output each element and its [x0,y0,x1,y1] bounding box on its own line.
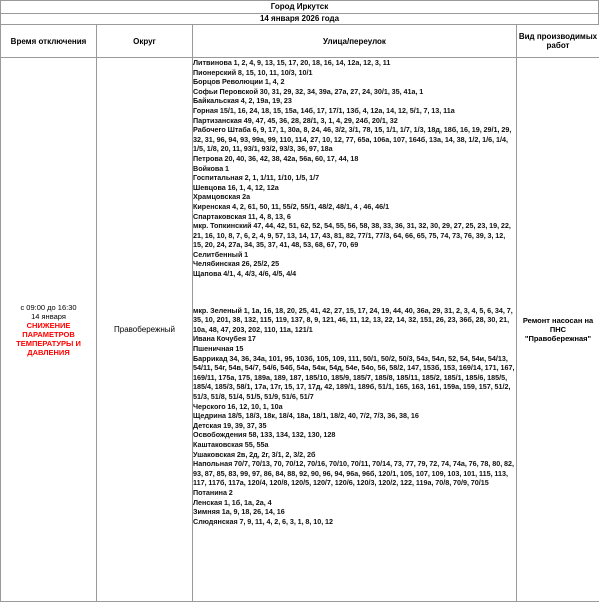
street-entry: Байкальская 4, 2, 19а, 19, 23 [193,96,292,106]
street-entry: мкр. Топкинский 47, 44, 42, 51, 62, 52, 54, 55, 56, 58, 38, 33, 36, 31, 32, 30, 29, 27, 25, 23, 19, 22, 21, 16, 10, 8, 7, 6, 2, 4, 9, 57, 13, 14, 17, 43, 81, 82, 77/1, 77/3, 64, 66, 65, 75, 74, 73, 76, 39, 3, 12, 15, 20, 24, 27а, 34, 35, 37, 41, 48, 53, 68, 67, 70, 69 [193,221,511,250]
streets-cell [193,58,517,602]
street-entry: Черского 16, 12, 10, 1, 10а [193,401,283,411]
street-entry: Баррикад 34, 36, 34а, 101, 95, 103б, 105, 109, 111, 50/1, 50/2, 50/3, 54з, 54л, 52, 54, 54и, 54/13, 54/11, 54г, 54в, 54/7, 54/6, 54б, 54а, 54ж, 54д, 54е, 54о, 56, 58/2, 147, 153б, 153, 169/14, 171, 167, 169/11, 175а, 175, 189а, 189, 187, 185/10, 185/9, 185/7, 185/8, 185/11, 185/2, 185/1, 185/6, 185/5, 185/4, 185/3, 58/1, 17а, 17г, 15, 17, 17д, 42, 189/1, 189б, 51/1, 165, 163, 161, 159а, 159, 157, 51/2, 51/3, 51/8, 51/4, 51/5, 51/9, 51/6, 51/7 [193,353,515,401]
street-entry: Каштаковская 55, 55а [193,439,269,449]
street-entry: Ленская 1, 1б, 1а, 2а, 4 [193,497,272,507]
table-row [1,58,599,602]
street-entry: Щапова 4/1, 4, 4/3, 4/6, 4/5, 4/4 [193,269,297,279]
street-group-1 [193,58,516,279]
street-entry: Горная 15/1, 16, 24, 18, 15, 15а, 14б, 17, 17/1, 13б, 4, 12а, 14, 12, 5/1, 7, 13, 11а [193,105,455,115]
column-header-street: Улица/переулок [193,25,517,58]
outage-time-cell [1,58,97,602]
outage-table [0,24,599,602]
street-entry: Освобождения 58, 133, 134, 132, 130, 128 [193,430,336,440]
street-entry: Детская 19, 39, 37, 35 [193,420,267,430]
time-date: 14 января [31,311,66,321]
street-group-2 [193,306,516,527]
street-entry: Литвинова 1, 2, 4, 9, 13, 15, 17, 20, 18, 16, 14, 12а, 12, 3, 11 [193,58,391,67]
street-entry: Шевцова 16, 1, 4, 12, 12а [193,182,279,192]
street-entry: Селитбенный 1 [193,249,249,259]
street-entry: Борцов Революции 1, 4, 2 [193,77,285,87]
street-entry: Зимняя 1а, 9, 18, 26, 14, 16 [193,507,285,517]
time-range: с 09:00 до 16:30 [20,302,77,312]
street-entry: Челябинская 26, 25/2, 25 [193,259,280,269]
work-type-cell: Ремонт насосан на ПНС "Правобережная" [517,58,599,602]
street-entry: Войкова 1 [193,163,230,173]
street-entry: мкр. Зеленый 1, 1а, 16, 18, 20, 25, 41, 42, 27, 15, 17, 24, 19, 44, 40, 36а, 29, 31, 2, 3, 4, 5, 6, 34, 7, 35, 10, 201, 38, 132, 115, 119, 137, 8, 9, 121, 46, 11, 12, 13, 22, 14, 32, 151, 26, 23, 36б, 28, 30, 21, 10а, 48, 47, 203, 202, 110, 11а, 121/1 [193,305,513,334]
street-entry: Слюдянская 7, 9, 11, 4, 2, 6, 3, 1, 8, 10, 12 [193,516,333,526]
street-entry: Петрова 20, 40, 36, 42, 38, 42а, 56а, 60, 17, 44, 18 [193,153,359,163]
street-entry: Киренская 4, 2, 61, 50, 11, 55/2, 55/1, 48/2, 48/1, 4 , 46, 46/1 [193,201,390,211]
street-entry: Щедрина 18/5, 18/3, 18к, 18/4, 18а, 18/1, 18/2, 40, 7/2, 7/3, 36, 38, 16 [193,411,419,421]
street-group-gap [193,279,516,306]
street-entry: Напольная 70/7, 70/13, 70, 70/12, 70/16, 70/10, 70/11, 70/14, 73, 77, 79, 72, 74, 74а, 76, 78, 80, 82, 93, 87, 85, 83, 99, 97, 86, 84, 88, 92, 90, 96, 94, 96а, 96б, 120/1, 105, 107, 109, 103, 101, 115, 113, 117, 117б, 117а, 120/4, 120/8, 120/5, 120/7, 120/6, 120/3, 120/2, 122, 119а, 70/8, 70/9, 70/15 [193,459,514,488]
header-row [1,25,599,58]
city-title: Город Иркутск [0,0,599,14]
street-entry: Софьи Перовской 30, 31, 29, 32, 34, 39а, 27а, 27, 24, 30/1, 35, 41а, 1 [193,86,424,96]
column-header-district: Округ [97,25,193,58]
street-entry: Партизанская 49, 47, 45, 36, 28, 28/1, 3, 1, 4, 29, 24б, 20/1, 32 [193,115,398,125]
street-entry: Рабочего Штаба 6, 9, 17, 1, 30а, 8, 24, 46, 3/2, 3/1, 78, 15, 1/1, 1/7, 1/3, 18д, 18б, 16, 19, 29/1, 29, 32, 31, 96, 94, 93, 99а, 99, 110, 114, 27, 10, 12, 77, 65а, 106а, 107, 164б, 13а, 14, 38, 1/2, 1/6, 1/4, 1/5, 1/8, 20, 11, 93/1, 93/2, 93/3, 36, 97, 18а [193,125,512,154]
street-entry: Потанина 2 [193,487,233,497]
column-header-time: Время отключения [1,25,97,58]
street-entry: Храмцовская 2а [193,192,251,202]
street-entry: Ивана Кочубея 17 [193,334,256,344]
street-entry: Пшеничная 15 [193,344,244,354]
street-entry: Спартаковская 11, 4, 8, 13, 6 [193,211,291,221]
street-entry: Пионерский 8, 15, 10, 11, 10/3, 10/1 [193,67,313,77]
outage-reason: СНИЖЕНИЕ ПАРАМЕТРОВ ТЕМПЕРАТУРЫ И ДАВЛЕНИЯ [16,320,81,357]
street-entry: Госпитальная 2, 1, 1/11, 1/10, 1/5, 1/7 [193,173,320,183]
district-cell: Правобережный [97,58,193,602]
street-entry: Ушаковская 2в, 2д, 2г, 3/1, 2, 3/2, 2б [193,449,316,459]
column-header-work: Вид производимых работ [517,25,599,58]
date-title: 14 января 2026 года [0,13,599,25]
